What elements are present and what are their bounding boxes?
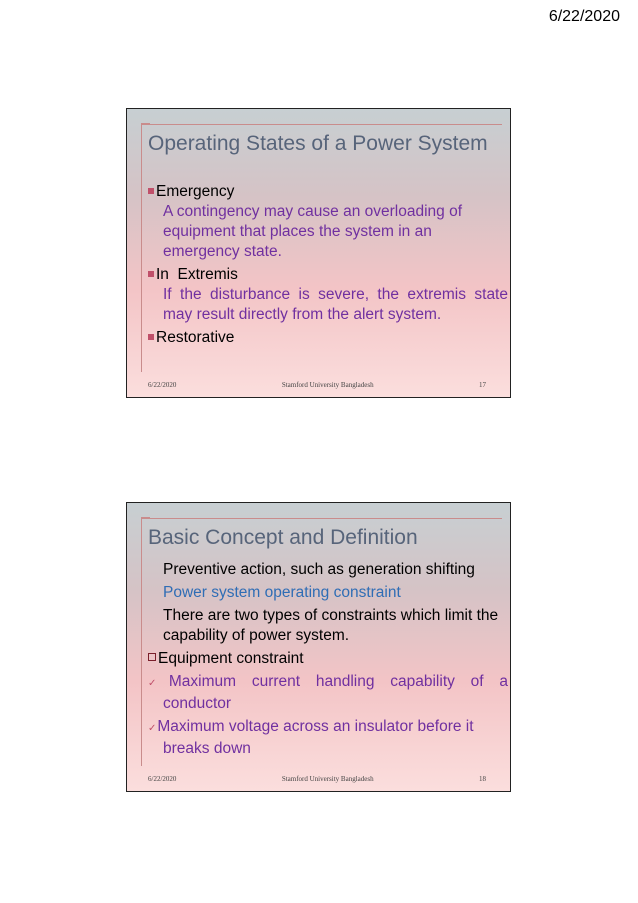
sub-heading [148, 649, 508, 669]
bullet-heading: Emergency [156, 183, 235, 200]
footer-date: 6/22/2020 [148, 775, 177, 783]
footer-institution: Stamford University Bangladesh [281, 381, 374, 389]
square-bullet-icon [148, 271, 154, 277]
body-line: Power system operating constraint [163, 584, 401, 601]
page-date: 6/22/2020 [548, 8, 620, 25]
footer-page-number: 17 [479, 381, 486, 389]
check-item-text: Maximum current handling capability of a conductor [163, 673, 509, 712]
check-item [148, 717, 508, 759]
bullet-heading: In Extremis [156, 266, 238, 283]
hollow-square-bullet-icon [148, 653, 156, 661]
check-item [148, 672, 508, 714]
body-line: There are two types of constraints which limit the capability of power system. [163, 607, 499, 644]
footer-date: 6/22/2020 [148, 381, 177, 389]
sub-heading-text: Equipment constraint [158, 650, 304, 667]
footer-institution: Stamford University Bangladesh [281, 775, 374, 783]
bullet-text: If the disturbance is severe, the extremis state may result directly from the alert system. [163, 286, 508, 323]
check-item-text: Maximum voltage across an insulator before it breaks down [157, 718, 474, 757]
bullet-text: A contingency may cause an overloading of equipment that places the system in an emergency state. [163, 203, 462, 260]
slide-body [148, 182, 508, 348]
slide-footer [148, 775, 486, 783]
slide-footer [148, 381, 486, 389]
bullet-heading: Restorative [156, 329, 235, 346]
checkmark-icon: ✓ [148, 723, 157, 734]
bullet-item [148, 328, 508, 348]
checkmark-icon: ✓ [148, 678, 168, 689]
bullet-item [148, 265, 508, 285]
square-bullet-icon [148, 188, 154, 194]
slide-body [148, 560, 508, 759]
footer-page-number: 18 [479, 775, 486, 783]
body-line: Preventive action, such as generation shifting [163, 561, 475, 578]
slide-title: Operating States of a Power System [148, 132, 488, 155]
square-bullet-icon [148, 334, 154, 340]
slide-title: Basic Concept and Definition [148, 526, 418, 549]
bullet-item [148, 182, 508, 202]
slide-17 [126, 108, 511, 398]
slide-18 [126, 502, 511, 792]
